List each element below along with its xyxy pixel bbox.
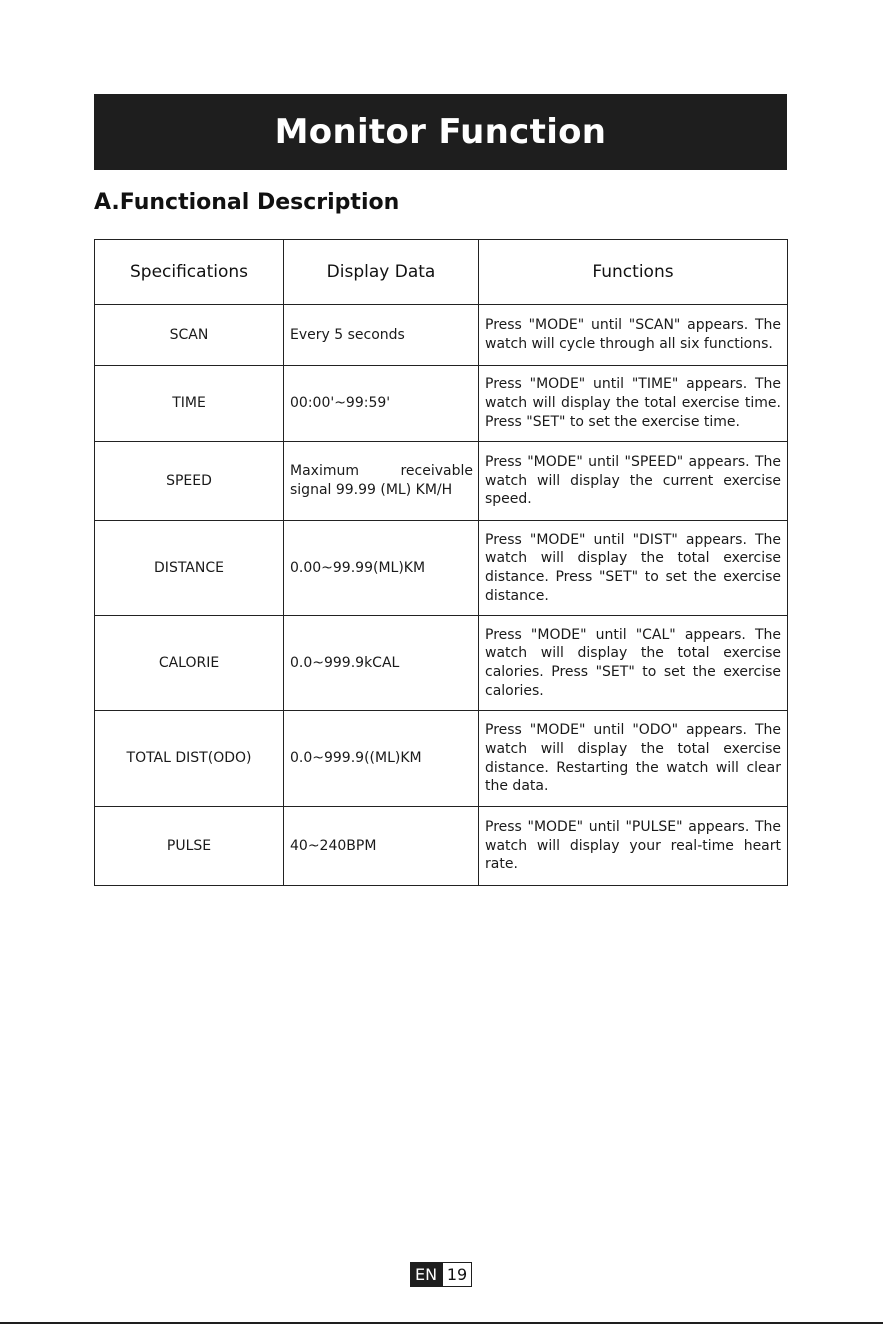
table-row [95,366,788,442]
table-row [95,521,788,616]
table-row [95,616,788,711]
spec-cell: SCAN [95,305,284,366]
table-header-row [95,240,788,305]
table-row [95,305,788,366]
spec-cell: CALORIE [95,616,284,711]
function-cell: Press "MODE" until "PULSE" appears. The watch will display your real-time heart rate. [479,807,788,886]
display-cell: 40~240BPM [284,807,479,886]
function-cell: Press "MODE" until "TIME" appears. The watch will display the total exercise time. Press "SET" to set the exercise time. [479,366,788,442]
display-cell: 0.0~999.9kCAL [284,616,479,711]
table-row [95,807,788,886]
spec-cell: PULSE [95,807,284,886]
column-header-functions: Functions [479,240,788,305]
function-cell: Press "MODE" until "SCAN" appears. The watch will cycle through all six functions. [479,305,788,366]
page-footer [410,1262,472,1287]
spec-cell: SPEED [95,442,284,521]
page-title: Monitor Function [274,112,607,152]
display-cell: 00:00'~99:59' [284,366,479,442]
display-cell: Every 5 seconds [284,305,479,366]
function-cell: Press "MODE" until "CAL" appears. The watch will display the total exercise calories. Press "SET" to set the exercise calories. [479,616,788,711]
function-cell: Press "MODE" until "SPEED" appears. The watch will display the current exercise speed. [479,442,788,521]
display-cell: 0.00~99.99(ML)KM [284,521,479,616]
table-row [95,442,788,521]
language-badge: EN [410,1262,442,1287]
display-cell: Maximum receivable signal 99.99 (ML) KM/H [284,442,479,521]
column-header-specifications: Specifications [95,240,284,305]
page-number: 19 [442,1262,472,1287]
section-heading: A.Functional Description [94,190,400,215]
page-title-banner [94,94,787,170]
spec-cell: TOTAL DIST(ODO) [95,711,284,807]
function-cell: Press "MODE" until "DIST" appears. The watch will display the total exercise distance. Press "SET" to set the exercise distance. [479,521,788,616]
table-row [95,711,788,807]
column-header-display-data: Display Data [284,240,479,305]
function-cell: Press "MODE" until "ODO" appears. The watch will display the total exercise distance. Restarting the watch will clear the data. [479,711,788,807]
spec-cell: TIME [95,366,284,442]
spec-cell: DISTANCE [95,521,284,616]
display-cell: 0.0~999.9((ML)KM [284,711,479,807]
functions-table [94,239,788,886]
